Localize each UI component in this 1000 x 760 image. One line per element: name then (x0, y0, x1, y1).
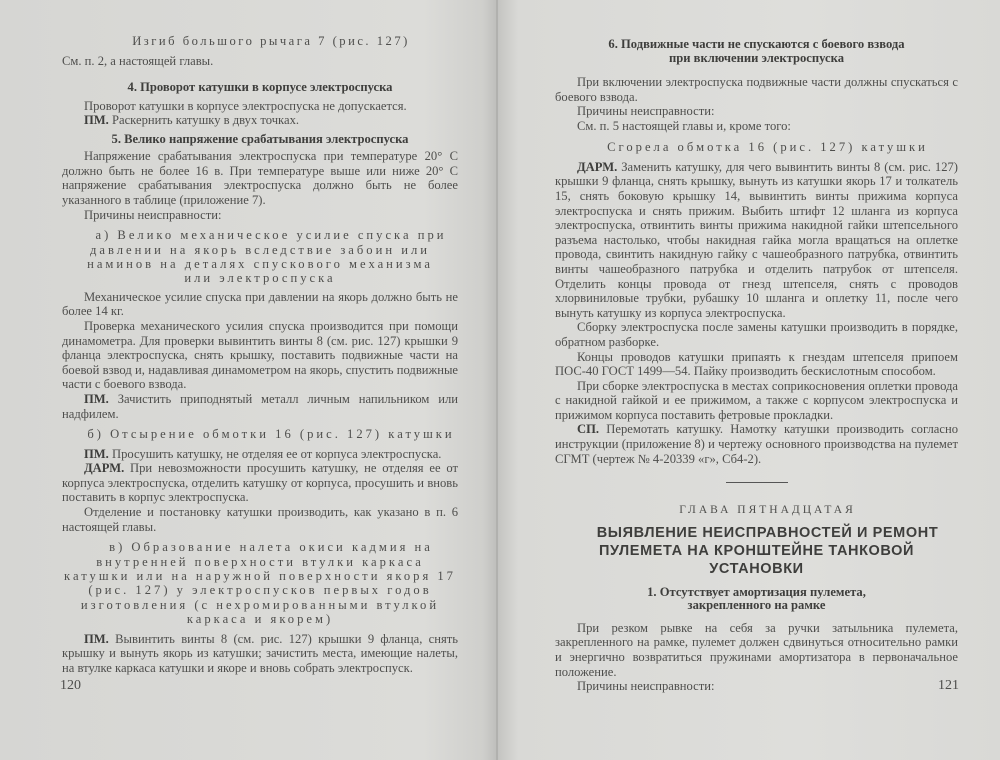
cause-c-heading: в) Образование налета окиси кадмия на внутренней поверхности втулки каркаса катушки или на наружной поверхности якоря 17 (рис. 127) у электроспусков первых годов изготовления (с нехромированными втулкой каркаса и якорем) (64, 540, 456, 627)
paragraph: Механическое усилие спуска при давлении на якорь должно быть не более 14 кг. (62, 289, 458, 319)
paragraph (62, 447, 458, 462)
darm-label: ДАРМ. (84, 461, 125, 476)
pm-text: Зачистить приподнятый металл личным напильником или надфилем. (62, 391, 458, 421)
paragraph: Причины неисправности: (577, 104, 715, 119)
left-page (0, 0, 498, 760)
paragraph (62, 392, 458, 421)
section-divider (726, 482, 788, 483)
paragraph (555, 422, 958, 466)
page-number-left: 120 (60, 678, 81, 693)
right-page (498, 0, 1000, 760)
paragraph: Причины неисправности: (84, 207, 222, 222)
paragraph (555, 160, 958, 321)
pm-label: ПМ. (84, 631, 109, 646)
paragraph: Проверка механического усилия спуска производится при помощи динамометра. Для проверки вывинтить винты 8 (см. рис. 127) крышки 9 фланца электроспуска, снять крышку, поставить подвижные части на боевой взвод и, надавливая динамометром на якорь, спустить подвижные части с боевого взвода. (62, 318, 458, 392)
sp-text: Перемотать катушку. Намотку катушки производить согласно инструкции (приложение 8) и чертежу основного производства на пулемет СГМТ (чертеж № 4-20339 «г», Сб4-2). (555, 422, 958, 466)
darm-label: ДАРМ. (577, 159, 618, 174)
pm-label: ПМ. (84, 113, 109, 128)
darm-text: При невозможности просушить катушку, не отделяя ее от корпуса электроспуска, отделить катушку от корпуса, просушить и вновь поставить в корпус электроспуска. (62, 461, 458, 505)
paragraph: При включении электроспуска подвижные части должны спускаться с боевого взвода. (555, 75, 958, 104)
paragraph: Концы проводов катушки припаять к гнездам штепселя припоем ПОС-40 ГОСТ 1499—54. Пайку производить бескислотным способом. (555, 349, 958, 379)
cause-burnt-heading: Сгорела обмотка 16 (рис. 127) катушки (607, 140, 928, 155)
paragraph: См. п. 2, а настоящей главы. (62, 54, 214, 69)
darm-text: Заменить катушку, для чего вывинтить винты 8 (см. рис. 127) крышки 9 фланца, снять крышку, вынуть из катушки якорь 17 и толкатель 15, снять боковую крышку 14, вывинтить винты прижима корпуса электроспуска и снять прижим. Выбить штифт 12 шланга из корпуса электроспуска, отвинтить винты прижима накидной гайки штепсельного разъема настолько, чтобы накидная гайка могла вращаться на оплетке провода, свинтить накидную гайку с чашеобразного патрубка, отвинтить винты чашеобразного патрубка и отделить патрубок от штепселя. Отделить концы провода от гнезд штепселя, снять с проводов хлорвиниловые трубки, рубашку 10 шланга и оплетку 11, после чего вынуть катушку из корпуса электроспуска. (555, 159, 958, 320)
paragraph: Отделение и постановку катушки производить, как указано в п. 6 настоящей главы. (62, 504, 458, 534)
pm-text: Раскернить катушку в двух точках. (108, 113, 300, 128)
pm-text: Вывинтить винты 8 (см. рис. 127) крышки 9 фланца, снять крышку и вынуть якорь из катушки; зачистить места, имеющие налеты, на втулке каркаса катушки и якоре и вновь собрать электроспуск. (62, 631, 458, 675)
section-5-title: 5. Велико напряжение срабатывания электроспуска (111, 131, 409, 146)
cause-a-heading: а) Велико механическое усилие спуска при давлении на якорь вследствие забоин или наминов на деталях спускового механизма или электроспуска (87, 228, 447, 286)
section-1-title: 1. Отсутствует амортизация пулемета, закрепленного на рамке (647, 584, 866, 613)
cause-b-heading: б) Отсырение обмотки 16 (рис. 127) катушки (87, 427, 455, 442)
paragraph (62, 632, 458, 676)
left-page-text (62, 34, 458, 675)
paragraph (62, 461, 458, 505)
sp-label: СП. (577, 422, 600, 437)
section-6-title: 6. Подвижные части не спускаются с боевого взвода при включении электроспуска (608, 37, 905, 65)
paragraph (62, 113, 458, 128)
right-page-text (555, 38, 958, 694)
paragraph: При сборке электроспуска в местах соприкосновения оплетки провода с накидной гайкой и ее прижимом, а также с корпусом электроспуска и прижимом корпуса поставить фетровые прокладки. (555, 378, 958, 422)
paragraph: При резком рывке на себя за ручки затыльника пулемета, закрепленного на рамке, пулемет должен сдвинуться относительно рамки и энергично возвратиться пружинами амортизатора в первоначальное положение. (555, 620, 958, 679)
paragraph: Причины неисправности: (577, 679, 715, 694)
page-number-right: 121 (938, 678, 959, 693)
chapter-label: ГЛАВА ПЯТНАДЦАТАЯ (679, 504, 856, 517)
paragraph: Сборку электроспуска после замены катушки производить в порядке, обратном разборке. (555, 320, 958, 349)
pm-label: ПМ. (84, 446, 109, 461)
pm-text: Просушить катушку, не отделяя ее от корпуса электроспуска. (108, 446, 442, 461)
paragraph: См. п. 5 настоящей главы и, кроме того: (577, 118, 791, 133)
pm-label: ПМ. (84, 391, 109, 406)
section-4-title: 4. Проворот катушки в корпусе электроспуска (127, 80, 393, 94)
subheading-bend: Изгиб большого рычага 7 (рис. 127) (132, 34, 410, 48)
paragraph: Напряжение срабатывания электроспуска при температуре 20° С должно быть не более 16 в. При температуре выше или ниже 20° С напряжение срабатывания электроспуска должно быть не более указанного в таблице (приложение 7). (62, 149, 458, 207)
chapter-title: ВЫЯВЛЕНИЕ НЕИСПРАВНОСТЕЙ И РЕМОНТ ПУЛЕМЕТА НА КРОНШТЕЙНЕ ТАНКОВОЙ УСТАНОВКИ (596, 524, 939, 577)
paragraph: Проворот катушки в корпусе электроспуска не допускается. (84, 98, 407, 113)
